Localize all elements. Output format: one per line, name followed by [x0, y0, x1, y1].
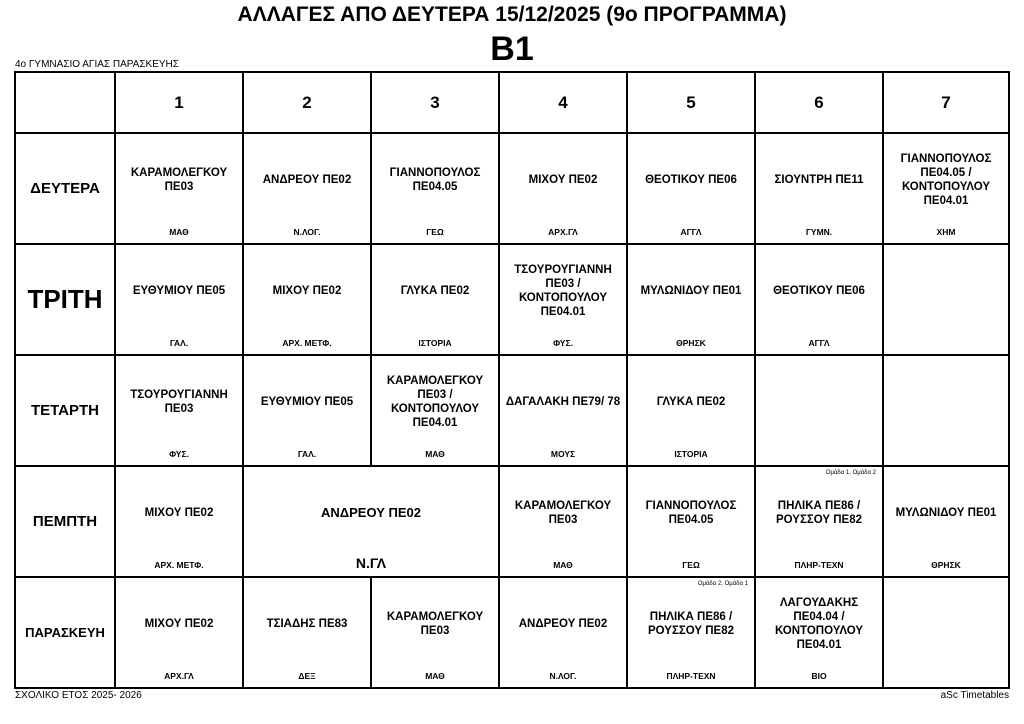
teacher-name: ΣΙΟΥΝΤΡΗ ΠΕ11 — [774, 173, 864, 186]
lesson-cell-wed-p3 — [372, 356, 500, 467]
day-label-friday: ΠΑΡΑΣΚΕΥΗ — [16, 578, 116, 687]
teacher-name: ΘΕΟΤΙΚΟΥ ΠΕ06 — [645, 173, 737, 186]
lesson-cell-mon-p5 — [628, 134, 756, 245]
subject-label: ΠΛΗΡ-ΤΕΧΝ — [666, 671, 716, 681]
subject-label: ΒΙΟ — [811, 671, 827, 681]
period-header-5: 5 — [628, 73, 756, 134]
subject-label: ΑΡΧ. ΜΕΤΦ. — [154, 560, 204, 570]
subject-label: ΓΑΛ. — [169, 338, 189, 348]
lesson-cell-fri-p7-empty — [884, 578, 1008, 687]
subject-label: ΓΕΩ — [426, 227, 444, 237]
subject-label: ΔΕΞ — [298, 671, 316, 681]
lesson-cell-tue-p7-empty — [884, 245, 1008, 356]
day-label-wednesday: ΤΕΤΑΡΤΗ — [16, 356, 116, 467]
class-name: Β1 — [490, 30, 534, 68]
lesson-cell-fri-p3 — [372, 578, 500, 687]
subject-label: ΜΑΘ — [425, 449, 445, 459]
teacher-name: ΓΛΥΚΑ ΠΕ02 — [656, 395, 726, 408]
period-header-6: 6 — [756, 73, 884, 134]
subject-label: ΠΛΗΡ-ΤΕΧΝ — [794, 560, 844, 570]
subject-label: ΑΡΧ. ΜΕΤΦ. — [282, 338, 332, 348]
lesson-cell-fri-p5 — [628, 578, 756, 687]
lesson-cell-mon-p1 — [116, 134, 244, 245]
corner-cell — [16, 73, 116, 134]
lesson-cell-mon-p4 — [500, 134, 628, 245]
subject-label: ΙΣΤΟΡΙΑ — [418, 338, 452, 348]
period-header-4: 4 — [500, 73, 628, 134]
teacher-name: ΚΑΡΑΜΟΛΕΓΚΟΥ ΠΕ03 — [130, 166, 228, 193]
lesson-cell-wed-p6-empty — [756, 356, 884, 467]
teacher-name: ΕΥΘΥΜΙΟΥ ΠΕ05 — [132, 284, 226, 297]
school-name: 4ο ΓΥΜΝΑΣΙΟ ΑΓΙΑΣ ΠΑΡΑΣΚΕΥΗΣ — [15, 59, 179, 70]
period-header-3: 3 — [372, 73, 500, 134]
teacher-name: ΚΑΡΑΜΟΛΕΓΚΟΥ ΠΕ03 — [514, 499, 612, 526]
lesson-cell-wed-p5 — [628, 356, 756, 467]
subject-label: ΓΕΩ — [682, 560, 700, 570]
teacher-name: ΜΥΛΩΝΙΔΟΥ ΠΕ01 — [640, 284, 742, 297]
teacher-name: ΘΕΟΤΙΚΟΥ ΠΕ06 — [773, 284, 865, 297]
subject-label: ΘΡΗΣΚ — [931, 560, 961, 570]
timetable-grid — [14, 71, 1010, 689]
teacher-name: ΜΙΧΟΥ ΠΕ02 — [144, 506, 214, 519]
lesson-cell-mon-p3 — [372, 134, 500, 245]
subject-label: ΜΟΥΣ — [550, 449, 576, 459]
lesson-cell-thu-p2-p3 — [244, 467, 500, 578]
subject-label: ΓΑΛ. — [297, 449, 317, 459]
lesson-cell-thu-p6 — [756, 467, 884, 578]
lesson-cell-tue-p3 — [372, 245, 500, 356]
subject-label: ΓΥΜΝ. — [805, 227, 833, 237]
teacher-name: ΤΣΙΑΔΗΣ ΠΕ83 — [266, 617, 348, 630]
teacher-name: ΑΝΔΡΕΟΥ ΠΕ02 — [262, 173, 352, 186]
lesson-cell-thu-p5 — [628, 467, 756, 578]
teacher-name: ΜΙΧΟΥ ΠΕ02 — [144, 617, 214, 630]
software-credit: aSc Timetables — [940, 690, 1009, 701]
subject-label: ΘΡΗΣΚ — [676, 338, 706, 348]
teacher-name: ΓΙΑΝΝΟΠΟΥΛΟΣ ΠΕ04.05 — [389, 166, 481, 193]
subject-label: ΑΡΧ.ΓΛ — [164, 671, 194, 681]
teacher-name: ΤΣΟΥΡΟΥΓΙΑΝΝΗ ΠΕ03 — [130, 388, 228, 415]
teacher-name: ΓΛΥΚΑ ΠΕ02 — [400, 284, 470, 297]
lesson-cell-thu-p7 — [884, 467, 1008, 578]
teacher-name: ΓΙΑΝΝΟΠΟΥΛΟΣ ΠΕ04.05 / ΚΟΝΤΟΠΟΥΛΟΥ ΠΕ04.01 — [900, 152, 992, 207]
lesson-cell-fri-p1 — [116, 578, 244, 687]
day-label-thursday: ΠΕΜΠΤΗ — [16, 467, 116, 578]
lesson-cell-thu-p1 — [116, 467, 244, 578]
lesson-cell-mon-p6 — [756, 134, 884, 245]
subject-label: Ν.ΛΟΓ. — [549, 671, 577, 681]
subject-label: ΧΗΜ — [936, 227, 956, 237]
lesson-cell-tue-p4 — [500, 245, 628, 356]
lesson-cell-mon-p7 — [884, 134, 1008, 245]
lesson-cell-tue-p2 — [244, 245, 372, 356]
teacher-name: ΜΥΛΩΝΙΔΟΥ ΠΕ01 — [895, 506, 997, 519]
subject-label: ΙΣΤΟΡΙΑ — [674, 449, 708, 459]
teacher-name: ΔΑΓΑΛΑΚΗ ΠΕ79/ 78 — [505, 395, 621, 408]
subject-label: ΑΓΓΛ — [680, 227, 702, 237]
teacher-name: ΜΙΧΟΥ ΠΕ02 — [272, 284, 342, 297]
subject-label: ΜΑΘ — [169, 227, 189, 237]
teacher-name: ΠΗΛΙΚΑ ΠΕ86 / ΡΟΥΣΣΟΥ ΠΕ82 — [775, 499, 863, 526]
group-label: Ομάδα 2, Ομάδα 1 — [697, 581, 748, 587]
lesson-cell-tue-p5 — [628, 245, 756, 356]
subject-label: Ν.ΛΟΓ. — [293, 227, 321, 237]
group-label: Ομάδα 1, Ομάδα 2 — [825, 470, 876, 476]
lesson-cell-fri-p4 — [500, 578, 628, 687]
subject-label: ΜΑΘ — [425, 671, 445, 681]
lesson-cell-mon-p2 — [244, 134, 372, 245]
subject-label: ΦΥΣ. — [169, 449, 189, 459]
teacher-name: ΚΑΡΑΜΟΛΕΓΚΟΥ ΠΕ03 / ΚΟΝΤΟΠΟΥΛΟΥ ΠΕ04.01 — [386, 374, 484, 429]
subject-label: ΦΥΣ. — [553, 338, 573, 348]
subject-label: Ν.ΓΛ — [355, 555, 387, 571]
teacher-name: ΤΣΟΥΡΟΥΓΙΑΝΝΗ ΠΕ03 / ΚΟΝΤΟΠΟΥΛΟΥ ΠΕ04.01 — [514, 263, 612, 318]
subject-label: ΑΡΧ.ΓΛ — [548, 227, 578, 237]
lesson-cell-wed-p2 — [244, 356, 372, 467]
lesson-cell-wed-p7-empty — [884, 356, 1008, 467]
teacher-name: ΑΝΔΡΕΟΥ ΠΕ02 — [320, 504, 421, 520]
lesson-cell-fri-p2 — [244, 578, 372, 687]
teacher-name: ΕΥΘΥΜΙΟΥ ΠΕ05 — [260, 395, 354, 408]
teacher-name: ΚΑΡΑΜΟΛΕΓΚΟΥ ΠΕ03 — [386, 610, 484, 637]
lesson-cell-tue-p6 — [756, 245, 884, 356]
period-header-2: 2 — [244, 73, 372, 134]
school-year: ΣΧΟΛΙΚΟ ΕΤΟΣ 2025- 2026 — [15, 690, 142, 701]
subject-label: ΑΓΓΛ — [808, 338, 830, 348]
teacher-name: ΓΙΑΝΝΟΠΟΥΛΟΣ ΠΕ04.05 — [645, 499, 737, 526]
day-label-tuesday: ΤΡΙΤΗ — [16, 245, 116, 356]
period-header-1: 1 — [116, 73, 244, 134]
lesson-cell-wed-p4 — [500, 356, 628, 467]
teacher-name: ΠΗΛΙΚΑ ΠΕ86 / ΡΟΥΣΣΟΥ ΠΕ82 — [647, 610, 735, 637]
lesson-cell-thu-p4 — [500, 467, 628, 578]
teacher-name: ΜΙΧΟΥ ΠΕ02 — [528, 173, 598, 186]
teacher-name: ΛΑΓΟΥΔΑΚΗΣ ΠΕ04.04 / ΚΟΝΤΟΠΟΥΛΟΥ ΠΕ04.01 — [774, 596, 863, 651]
lesson-cell-fri-p6 — [756, 578, 884, 687]
teacher-name: ΑΝΔΡΕΟΥ ΠΕ02 — [518, 617, 608, 630]
subject-label: ΜΑΘ — [553, 560, 573, 570]
period-header-7: 7 — [884, 73, 1008, 134]
page-title: ΑΛΛΑΓΕΣ ΑΠΟ ΔΕΥΤΕΡΑ 15/12/2025 (9ο ΠΡΟΓΡΑΜΜΑ) — [237, 3, 787, 26]
lesson-cell-wed-p1 — [116, 356, 244, 467]
lesson-cell-tue-p1 — [116, 245, 244, 356]
day-label-monday: ΔΕΥΤΕΡΑ — [16, 134, 116, 245]
